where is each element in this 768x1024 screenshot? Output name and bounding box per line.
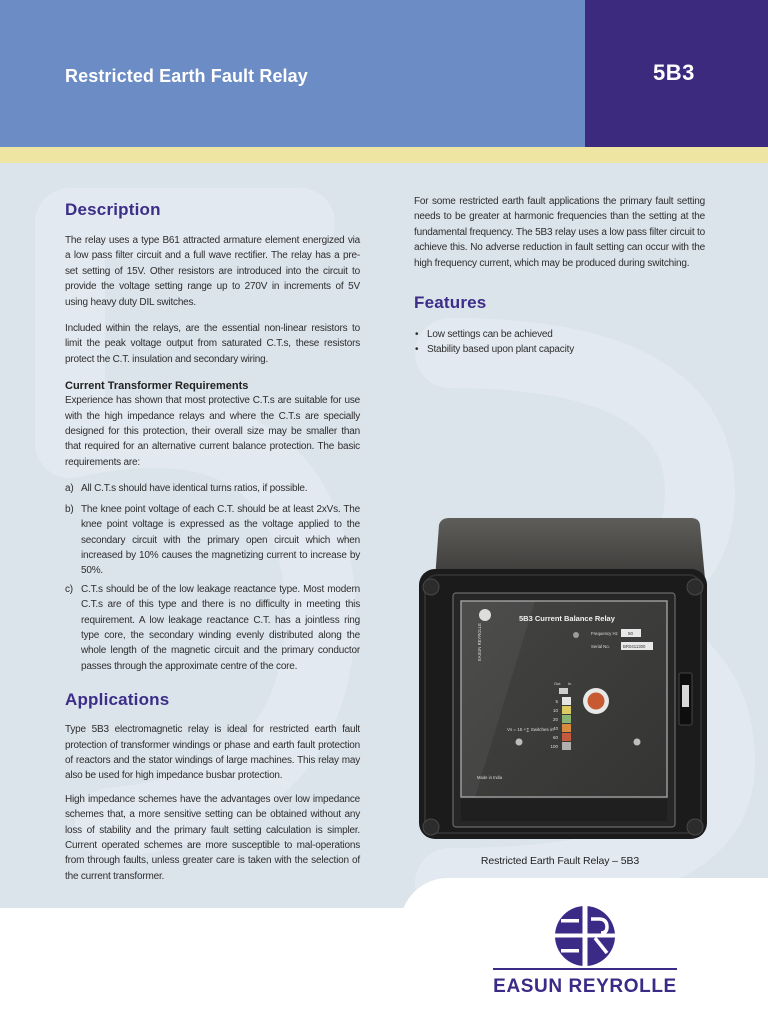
reset-button-icon <box>588 693 605 710</box>
feature-item: • Stability based upon plant capacity <box>414 342 705 357</box>
left-column <box>65 199 360 884</box>
harmonic-setting-paragraph: For some restricted earth fault applications the primary fault setting needs to be greater at harmonic frequencies than the setting at the fundamental frequency. The 5B3 relay uses a low pass filter circuit to achieve this. No adverse reduction in fault setting can occur with the high frequency current, which may be produced during switching. <box>414 196 705 269</box>
relay-product-image <box>415 515 710 840</box>
switch-icon <box>559 688 568 694</box>
applications-paragraph-1: Type 5B3 electromagnetic relay is ideal for restricted earth fault protection of transformer windings or phase and earth fault protection of reactors and the stator windings of large machines. This relay may also be used for high impedance busbar protection. <box>65 724 360 782</box>
scale-label: 20 <box>552 717 558 722</box>
applications-paragraph-2: High impedance schemes have the advantages over low impedance schemes that, a more sensitive setting can be obtained without any loss of stability and the primary fault setting calculation is simpler. Current operated schemes are more susceptible to mal-operations from through faults, unless greater care is taken with the selection of the current transformer. <box>65 793 360 882</box>
figure-caption: Restricted Earth Fault Relay – 5B3 <box>480 855 640 867</box>
frame-screw-icon <box>687 579 703 595</box>
scale-segment <box>562 724 571 732</box>
scale-label: 5 <box>555 699 558 704</box>
relay-lower-bezel <box>461 799 667 821</box>
frequency-label: Frequency Hz <box>591 631 618 636</box>
out-label: Out <box>554 681 561 686</box>
list-item <box>65 481 360 496</box>
scale-segment <box>562 742 571 750</box>
frequency-value: 50 <box>628 631 634 636</box>
ct-requirements-heading: Current Transformer Requirements <box>65 380 249 393</box>
adjust-knob-icon <box>573 632 579 638</box>
applications-heading: Applications <box>65 690 170 710</box>
right-column <box>414 194 705 358</box>
list-marker: c) <box>65 583 73 595</box>
easun-reyrolle-emblem-icon <box>555 905 615 967</box>
description-paragraph-1: The relay uses a type B61 attracted armature element energized via a low pass filter circuit and a full wave rectifier. The relay has a pre-set setting of 15V. Other resistors are introduced into the circuit to provide the voltage setting range up to 270V in increments of 5V using heavy duty DIL switches. <box>65 235 360 308</box>
scale-segment <box>562 706 571 714</box>
scale-segment <box>562 715 571 723</box>
feature-item: • Low settings can be achieved <box>414 327 705 342</box>
page-title: Restricted Earth Fault Relay <box>65 66 308 86</box>
ct-requirements-intro: Experience has shown that most protective C.T.s are suitable for use with the high impedance relays and where the C.T.s are specially designed for this protection, their overall size may be smaller than that required for an alternative current balance protection. The basic requirements are: <box>65 395 360 468</box>
in-label: In <box>568 681 572 686</box>
list-item-text: The knee point voltage of each C.T. should be at least 2xVs. The knee point voltage is expressed as the voltage applied to the secondary circuit with the primary open circuit which when increased by 10% causes the magnetizing current to increase by 50%. <box>81 503 360 577</box>
list-item-text: All C.T.s should have identical turns ratios, if possible. <box>81 483 308 495</box>
relay-model-text: 5B3 Current Balance Relay <box>519 614 615 623</box>
logo-divider <box>493 968 677 970</box>
scale-label: 60 <box>552 735 558 740</box>
serial-value: BR0411300 <box>623 644 646 649</box>
list-marker: b) <box>65 503 74 515</box>
description-paragraph-2: Included within the relays, are the essential non-linear resistors to limit the peak voltage output from saturated C.T.s, these resistors protect the C.T. insulation and secondary wiring. <box>65 323 360 365</box>
origin-text: Made in India <box>477 775 503 780</box>
relay-brand-text: EASUN REYROLLE <box>477 623 482 661</box>
scale-segment <box>562 697 571 705</box>
panel-screw-icon <box>516 739 523 746</box>
latch-label <box>682 685 689 707</box>
product-code: 5B3 <box>653 60 695 85</box>
panel-screw-icon <box>634 739 641 746</box>
scale-label: 10 <box>552 708 558 713</box>
list-item <box>65 502 360 579</box>
scale-label: 40 <box>552 726 558 731</box>
list-marker: a) <box>65 483 74 495</box>
scale-segment <box>562 733 571 741</box>
list-item-text: C.T.s should be of the low leakage reactance type. Most modern C.T.s are of this type and there is no difficulty in meeting this requirement. A low leakage reactance C.T. has a jointless ring type core, the secondary winding evenly distributed along the whole length of the magnetic circuit and the primary conductor passes through the approximate centre of the core. <box>81 583 360 672</box>
brand-name: EASUN REYROLLE <box>493 976 677 997</box>
frame-screw-icon <box>423 579 439 595</box>
list-item <box>65 582 360 674</box>
features-heading: Features <box>414 293 487 313</box>
features-list <box>414 327 705 358</box>
frame-screw-icon <box>423 819 439 835</box>
scale-label: 100 <box>550 744 558 749</box>
serial-label: Serial No. <box>591 644 610 649</box>
header-stripe <box>0 147 768 163</box>
setting-formula: Vs = 15 +∑ Switches in <box>507 727 554 732</box>
frame-screw-icon <box>687 819 703 835</box>
description-heading: Description <box>65 200 161 219</box>
